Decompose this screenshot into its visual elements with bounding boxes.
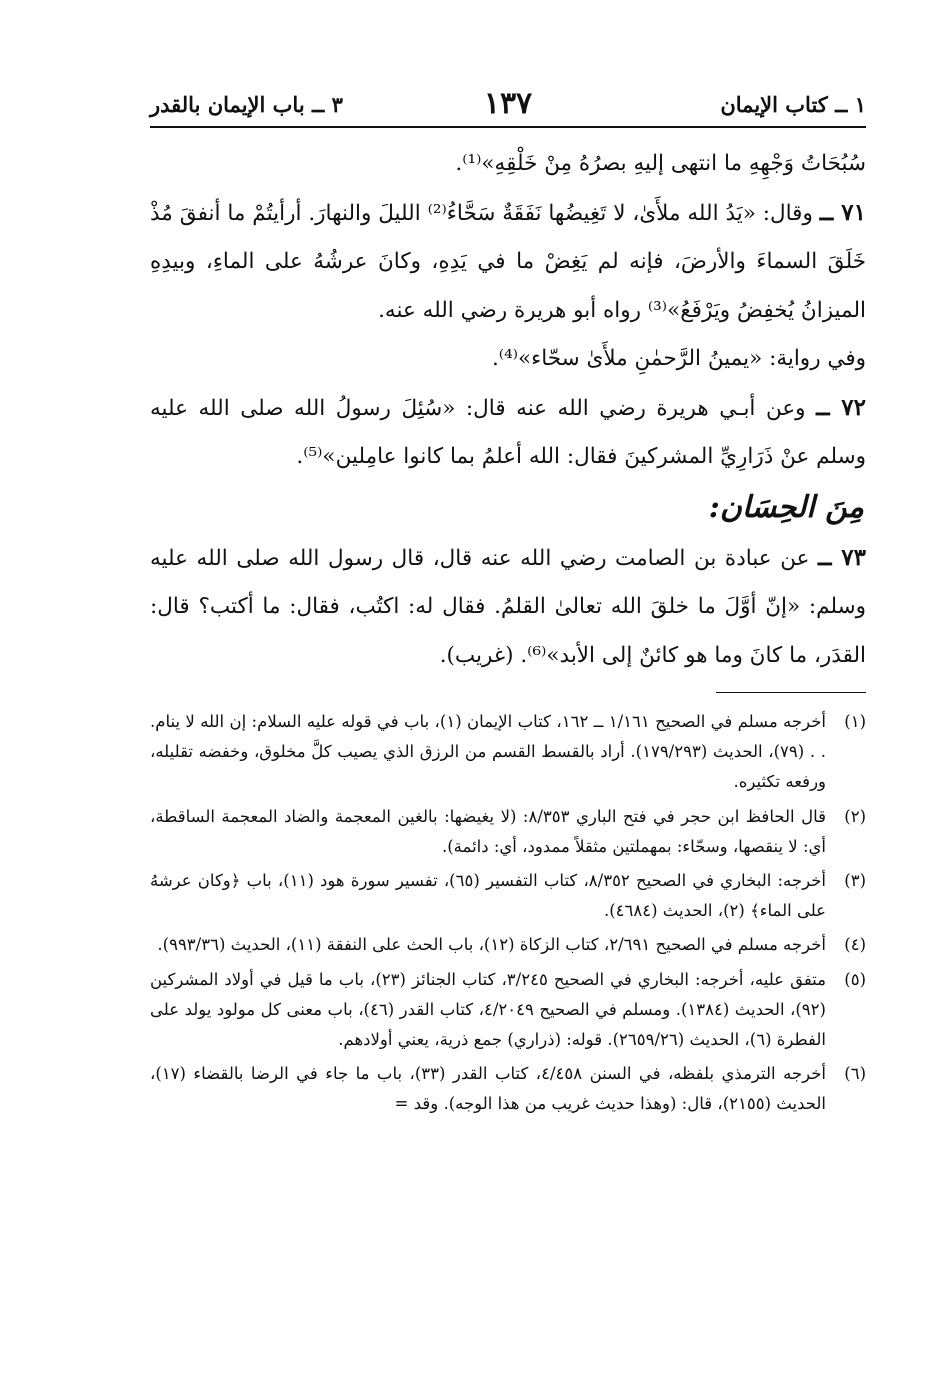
footnote-number: (١) bbox=[844, 712, 866, 731]
footnote-6 bbox=[150, 1059, 866, 1119]
hadith-71 bbox=[150, 189, 866, 336]
footnote-4 bbox=[150, 930, 866, 960]
footnote-number: (٢) bbox=[844, 806, 866, 826]
book-page bbox=[150, 86, 866, 1124]
footnote-1 bbox=[150, 707, 866, 798]
footnotes bbox=[150, 707, 866, 1120]
header-book-title: ١ ــ كتاب الإيمان bbox=[720, 92, 866, 117]
hadith-72 bbox=[150, 384, 866, 482]
footnote-5 bbox=[150, 965, 866, 1056]
footnote-text: أخرجه الترمذي بلفظه، في السنن ٤/٤٥٨، كتاب القدر (٣٣)، باب ما جاء في الرضا بالقضاء (١٧)، الحديث (٢١٥٥)، قال: (وهذا حديث غريب من هذا الوجه). وقد = bbox=[150, 1064, 826, 1114]
page-number: ١٣٧ bbox=[483, 86, 533, 121]
hadith-number: ٧٢ ــ bbox=[816, 393, 866, 421]
section-heading: مِنَ الحِسَان: bbox=[708, 489, 864, 525]
footnote-3 bbox=[150, 866, 866, 926]
footnote-separator bbox=[716, 692, 866, 693]
continuation-paragraph: سُبُحَاتُ وَجْهِهِ ما انتهى إليهِ بصرُهُ مِنْ خَلْقِهِ»⁽¹⁾. bbox=[455, 151, 866, 176]
hadith-71-variant: وفي رواية: «يمينُ الرَّحمٰنِ ملأَىٰ سحّاء»⁽⁴⁾. bbox=[491, 346, 866, 371]
footnote-text: قال الحافظ ابن حجر في فتح الباري ٨/٣٥٣: (لا يغيضها: بالغين المعجمة والضاد المعجمة الساقطة، أي: لا ينقصها، وسحّاء: بمهملتين مثقلاً ممدود، أي: دائمة). bbox=[150, 806, 827, 856]
main-text bbox=[150, 140, 866, 680]
footnote-text: أخرجه: البخاري في الصحيح ٨/٣٥٢، كتاب التفسير (٦٥)، تفسير سورة هود (١١)، باب ﴿وكان عرشهُ على الماء﴾ (٢)، الحديث (٤٦٨٤). bbox=[150, 871, 826, 921]
header-chapter-title: ٣ ــ باب الإيمان بالقدر bbox=[150, 92, 343, 117]
running-header bbox=[150, 86, 866, 128]
hadith-text: عن عبادة بن الصامت رضي الله عنه قال، قال رسول الله صلى الله عليه وسلم: «إنّ أوَّلَ ما خلقَ الله تعالىٰ القلمُ. فقال له: اكتُب، فقال: ما أكتب؟ قال: القدَر، ما كانَ وما هو كائنٌ إلى الأبد»⁽⁶⁾. (غريب). bbox=[150, 545, 866, 668]
hadith-number: ٧١ ــ bbox=[819, 198, 867, 226]
hadith-number: ٧٣ ــ bbox=[818, 543, 866, 571]
footnote-text: متفق عليه، أخرجه: البخاري في الصحيح ٣/٢٤٥، كتاب الجنائز (٢٣)، باب ما قيل في أولاد المشركين (٩٢)، الحديث (١٣٨٤). ومسلم في الصحيح ٤/٢٠٤٩، كتاب القدر (٤٦)، باب معنى كل مولود يولد على الفطرة (٦)، الحديث (٢٦٥٩/٢٦). قوله: (ذراري) جمع ذرية، يعني أولادهم. bbox=[150, 969, 826, 1050]
footnote-number: (٦) bbox=[844, 1064, 866, 1084]
footnote-2 bbox=[150, 802, 866, 862]
footnote-number: (٣) bbox=[844, 871, 866, 891]
footnote-number: (٤) bbox=[844, 935, 866, 955]
footnote-text: أخرجه مسلم في الصحيح ١/١٦١ ــ ١٦٢، كتاب الإيمان (١)، باب في قوله عليه السلام: إن الله لا ينام. . . (٧٩)، الحديث (١٧٩/٢٩٣). أراد بالقسط القسم من الرزق الذي يصيب كلَّ مخلوق، وخفضه تقليله، ورفعه تكثيره. bbox=[150, 712, 826, 792]
footnote-number: (٥) bbox=[844, 969, 866, 989]
footnote-text: أخرجه مسلم في الصحيح ٢/٦٩١، كتاب الزكاة (١٢)، باب الحث على النفقة (١١)، الحديث (٩٩٣/٣٦). bbox=[157, 935, 826, 955]
hadith-73 bbox=[150, 534, 866, 681]
hadith-text: وعن أبـي هريرة رضي الله عنه قال: «سُئِلَ رسولُ الله صلى الله عليه وسلم عنْ ذَرَارِيِّ المشركينَ فقال: الله أعلمُ بما كانوا عامِلين»⁽⁵⁾. bbox=[150, 395, 866, 469]
hadith-text: وقال: «يَدُ الله ملأَىٰ، لا تَغِيضُها نَفَقَةٌ سَحَّاءُ⁽²⁾ الليلَ والنهارَ. أرأيتُمْ ما أنفقَ مُذْ خَلَقَ السماءَ والأرضَ، فإنه لم يَغِضْ ما في يَدِهِ، وكانَ عرشُهُ على الماءِ، وبيدِهِ الميزانُ يُخفِضُ ويَرْفَعُ»⁽³⁾ رواه أبو هريرة رضي الله عنه. bbox=[150, 200, 866, 323]
